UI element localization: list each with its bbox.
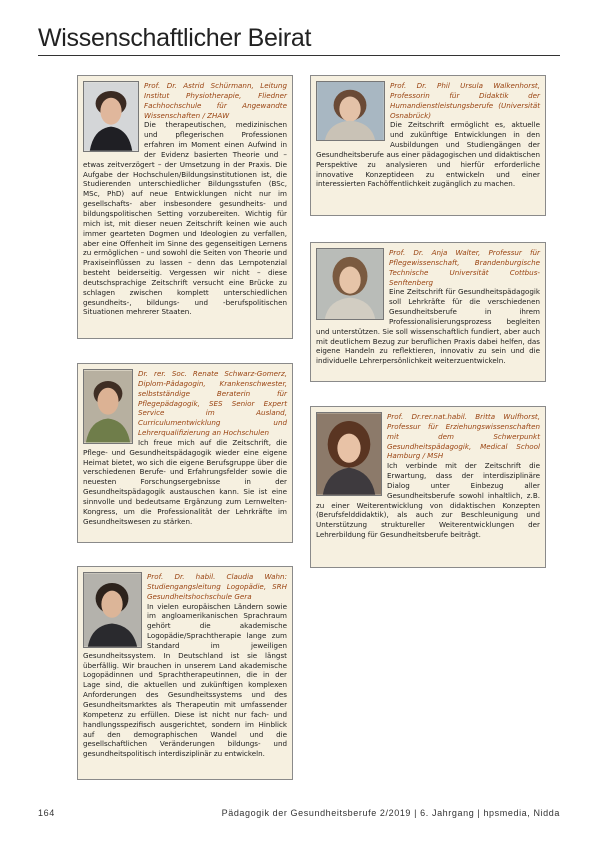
advisor-affiliation: Professorin für Didaktik der Humandienstleistungsberufe (Universität Osnabrück) [390,90,540,120]
advisor-statement: Die therapeutischen, medizinischen und pflegerischen Professionen erfahren im Moment einen Aufwind in der Evidenz basierten Theorie und – etwas zeitverzögert – der Umsetzung in der Praxis. Die Aufgabe der Hochschulen/Bildungsinstitutionen ist, die Studierenden unterschiedlicher Bildungsstufen (BSc, MSc, PhD) auf neue Entwicklungen nicht nur im gesellschafts- aber insbesondere gesundheits- und bildungspolitischen Setting vorzubereiten. Wichtig für mich ist, mit dieser neuen Zeitschrift keinen wie auch immer gearteten Dogmen und Ideologien zu verfallen, aber eine Offenheit im Sinne des gegenseitigen Lernens zu ermöglichen – und sowohl die Seiten von Theorie und Praxiseinflüssen zu lassen – denn das Lernpotenzial besteht beiderseitig. Vergessen wir nicht – diese deutschsprachige Zeitschrift versucht eine Brücke zu schlagen zwischen komplett unterschiedlichen gesundheits-, bildungs- und -berufspolitischen Situationen mehrerer Staaten. [83,120,287,317]
advisor-affiliation: Diplom-Pädagogin, Krankenschwester, selbstständige Beraterin für Pflegepädagogik, SES Senior Expert Service im Ausland, Curriculumentwicklung und Lehrerqualifizierung an Hochschulen [138,378,287,438]
advisor-statement: Die Zeitschrift ermöglicht es, aktuelle und zukünftige Entwicklungen in den Ausbildungen und Studiengängen der Gesundheitsberufe aus einer pädagogischen und didaktischen Perspektive zu analysieren und hierfür erforderliche innovative Konzeptideen zu entwickeln und einer interessierten Fachöffentlichkeit zugänglich zu machen. [316,120,540,189]
portrait-photo [83,572,142,648]
advisor-card [77,75,293,339]
portrait-photo [316,412,382,496]
advisor-affiliation: Studiengangsleitung Logopädie, SRH Gesundheitshochschule Gera [147,581,287,601]
advisor-affiliation: Professur für Erziehungswissenschaften mit dem Schwerpunkt Gesundheitspädagogik, Medical School Hamburg / MSH [387,421,540,461]
advisor-name: Prof. Dr. habil. Claudia Wahn: [147,572,287,581]
journal-citation: Pädagogik der Gesundheitsberufe 2/2019 | 6. Jahrgang | hpsmedia, Nidda [221,808,560,818]
advisor-statement: Ich verbinde mit der Zeitschrift die Erwartung, dass der interdisziplinäre Dialog unter Einbezug aller Gesundheitsberufe sowohl inhaltlich, z.B. zu einer Weiterentwicklung von didaktischen Konzepten (Berufsfelddidaktik), als auch zur Beschleunigung und Unterstützung struktureller Weiterentwicklungen der Lehrerbildung für Gesundheitsberufe beiträgt. [316,461,540,540]
advisor-card [77,363,293,543]
advisor-statement: Ich freue mich auf die Zeitschrift, die Pflege- und Gesundheitspädagogik wieder eine eigene Heimat bietet, wo sich die eigene Berufsgruppe über die verschiedenen Berufe- und Erfahrungsfelder sowie die neuesten Forschungsergebnisse in der Gesundheitspädagogik austauschen kann. Sie ist eine sinnvolle und bedeutsame Ergänzung zum Lernwelten-Kongress, um die Professionalität der Lehrkräfte im Gesundheitswesen zu stärken. [83,437,287,526]
advisor-name: Prof. Dr. Phil Ursula Walkenhorst, [390,81,540,90]
advisor-affiliation: Leitung Institut Physiotherapie, Fliedner Fachhochschule für Angewandte Wissenschaften / ZHAW [144,81,287,120]
portrait-photo [316,248,384,320]
portrait-photo [83,369,133,444]
advisor-card [310,406,546,568]
portrait-photo [316,81,385,141]
advisor-statement: In vielen europäischen Ländern sowie im angloamerikanischen Sprachraum gehört die akademische Logopädie/Sprachtherapie lange zum Standard im jeweiligen Gesundheitssystem. In Deutschland ist sie längst überfällig. Wir brauchen in unserem Land akademische Logopädinnen und Sprachtherapeutinnen, die in der Lage sind, die aktuellen und zukünftigen komplexen Anforderungen des Gesundheitssystems und des Gesundheitsmarktes als Therapeutin mit umfassender Kompetenz zu erfüllen. Diese ist nicht nur fach- und handlungsspezifisch ausgerichtet, sondern im Hinblick auf den demographischen Wandel und die gesellschaftlichen Veränderungen bildungs- und gesundheitspolitisch interdisziplinär zu entwickeln. [83,601,287,759]
portrait-photo [83,81,139,152]
advisor-card [310,242,546,382]
advisor-name: Prof. Dr.rer.nat.habil. Britta Wulfhorst, [387,412,540,421]
advisor-statement: Eine Zeitschrift für Gesundheitspädagogik soll Lehrkräfte für die verschiedenen Gesundheitsberufe in ihrem Professionalisierungsprozess begleiten und unterstützen. Sie soll wissenschaftlich fundiert, aber auch mit deutlichem Bezug zur beruflichen Praxis dabei helfen, das eigene Handeln zu reflektieren, innovativ zu sein und die individuelle Lehrerpersönlichkeit weiterzuentwickeln. [316,287,540,366]
advisor-affiliation: Professur für Pflegewissenschaft, Brandenburgische Technische Universität Cottbus-Senftenberg [389,248,540,287]
advisor-name: Prof. Dr. Anja Walter, [389,248,481,257]
advisor-card [77,566,293,780]
advisor-name: Prof. Dr. Astrid Schürmann, [144,81,254,90]
advisor-name: Dr. rer. Soc. Renate Schwarz-Gomerz, [138,369,287,378]
page-number: 164 [38,808,55,818]
page-title: Wissenschaftlicher Beirat [38,24,560,56]
advisor-card [310,75,546,216]
